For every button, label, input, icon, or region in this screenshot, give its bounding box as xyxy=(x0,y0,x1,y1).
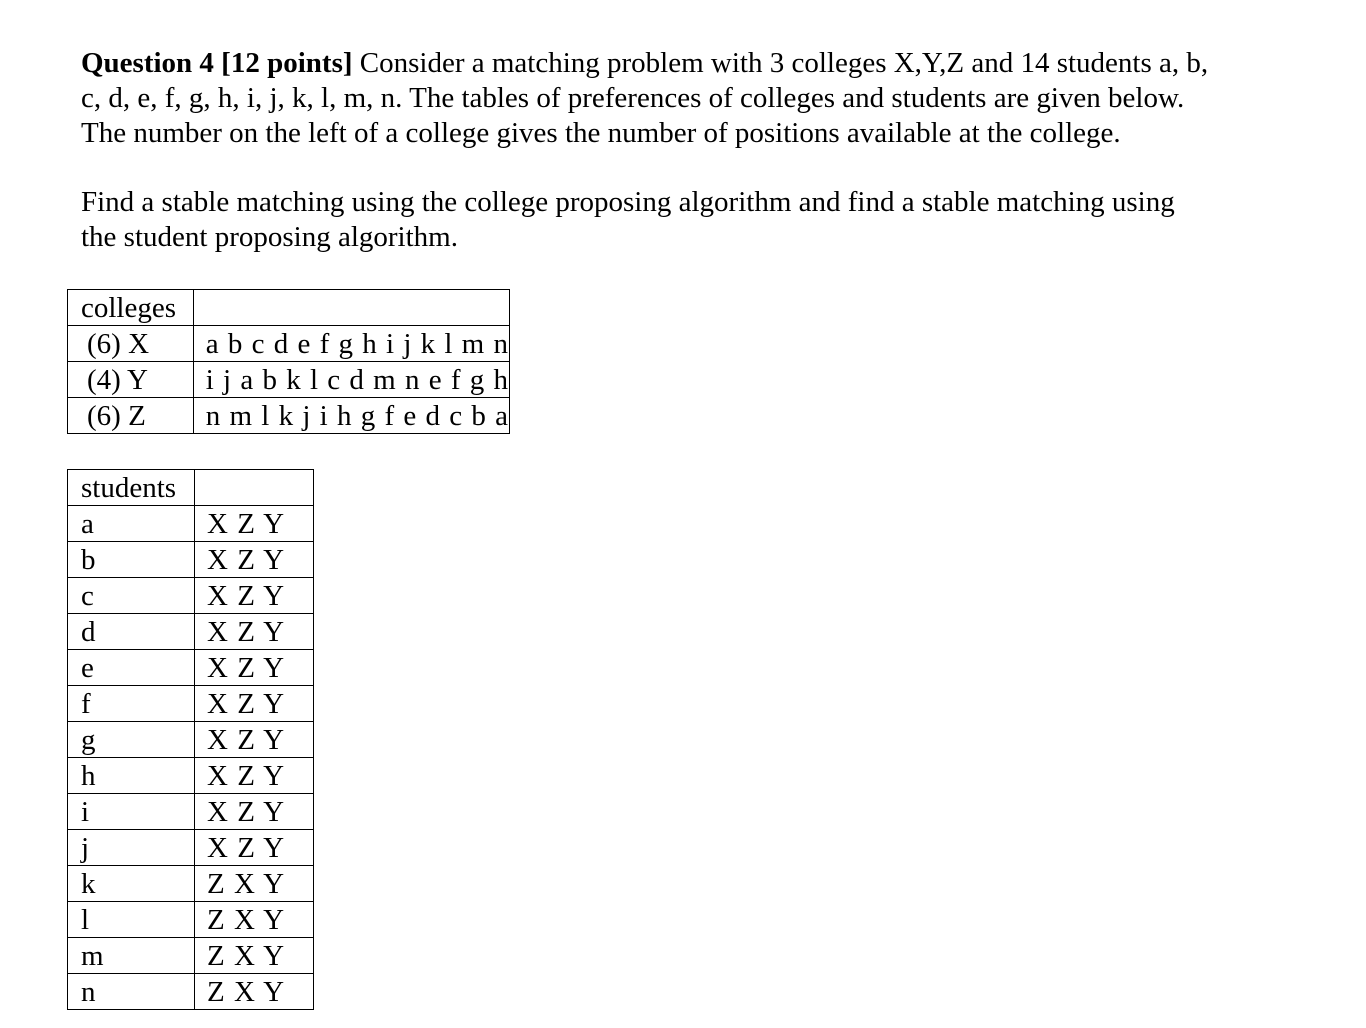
table-row xyxy=(68,686,314,722)
student-preferences-cell: X Z Y xyxy=(195,758,314,794)
table-row xyxy=(68,506,314,542)
student-preferences-cell: Z X Y xyxy=(195,974,314,1010)
student-cell: f xyxy=(68,686,195,722)
student-cell: c xyxy=(68,578,195,614)
table-row xyxy=(68,614,314,650)
student-cell: a xyxy=(68,506,195,542)
task-paragraph xyxy=(81,185,1281,255)
student-cell: g xyxy=(68,722,195,758)
student-cell: l xyxy=(68,902,195,938)
student-preferences-cell: X Z Y xyxy=(195,506,314,542)
college-cell: (6) X xyxy=(68,326,194,362)
student-cell: n xyxy=(68,974,195,1010)
student-preferences-cell: Z X Y xyxy=(195,902,314,938)
table-row xyxy=(68,758,314,794)
student-preferences-cell: X Z Y xyxy=(195,614,314,650)
question-line1-rest: Consider a matching problem with 3 colleges X,Y,Z and 14 students a, b, xyxy=(352,47,1209,79)
student-cell: j xyxy=(68,830,195,866)
table-row xyxy=(68,974,314,1010)
table-row xyxy=(68,938,314,974)
colleges-header-empty xyxy=(193,290,509,326)
students-header-empty xyxy=(195,470,314,506)
table-row xyxy=(68,398,510,434)
college-preferences-cell: a b c d e f g h i j k l m n xyxy=(193,326,509,362)
student-cell: d xyxy=(68,614,195,650)
student-preferences-cell: X Z Y xyxy=(195,722,314,758)
table-row xyxy=(68,578,314,614)
question-line3: The number on the left of a college gives the number of positions available at the college. xyxy=(81,117,1121,149)
student-cell: m xyxy=(68,938,195,974)
table-row xyxy=(68,866,314,902)
student-cell: i xyxy=(68,794,195,830)
student-preferences-cell: X Z Y xyxy=(195,542,314,578)
question-paragraph xyxy=(81,46,1281,151)
table-row xyxy=(68,650,314,686)
table-header-row xyxy=(68,290,510,326)
student-preferences-cell: X Z Y xyxy=(195,578,314,614)
student-cell: b xyxy=(68,542,195,578)
college-cell: (4) Y xyxy=(68,362,194,398)
question-heading: Question 4 [12 points] xyxy=(81,47,353,79)
student-preferences-cell: X Z Y xyxy=(195,794,314,830)
task-line1: Find a stable matching using the college proposing algorithm and find a stable matching using xyxy=(81,186,1175,218)
question-line2: c, d, e, f, g, h, i, j, k, l, m, n. The tables of preferences of colleges and students are given below. xyxy=(81,82,1185,114)
students-header: students xyxy=(68,470,195,506)
task-line2: the student proposing algorithm. xyxy=(81,221,458,253)
students-preference-table xyxy=(67,469,314,1010)
table-row xyxy=(68,362,510,398)
table-header-row xyxy=(68,470,314,506)
table-row xyxy=(68,902,314,938)
student-preferences-cell: Z X Y xyxy=(195,938,314,974)
college-cell: (6) Z xyxy=(68,398,194,434)
table-row xyxy=(68,542,314,578)
table-row xyxy=(68,722,314,758)
student-preferences-cell: X Z Y xyxy=(195,650,314,686)
student-preferences-cell: X Z Y xyxy=(195,686,314,722)
student-cell: k xyxy=(68,866,195,902)
college-preferences-cell: i j a b k l c d m n e f g h xyxy=(193,362,509,398)
colleges-preference-table xyxy=(67,289,510,434)
student-cell: h xyxy=(68,758,195,794)
table-row xyxy=(68,794,314,830)
student-cell: e xyxy=(68,650,195,686)
table-row xyxy=(68,326,510,362)
college-preferences-cell: n m l k j i h g f e d c b a xyxy=(193,398,509,434)
colleges-header: colleges xyxy=(68,290,194,326)
student-preferences-cell: Z X Y xyxy=(195,866,314,902)
student-preferences-cell: X Z Y xyxy=(195,830,314,866)
table-row xyxy=(68,830,314,866)
